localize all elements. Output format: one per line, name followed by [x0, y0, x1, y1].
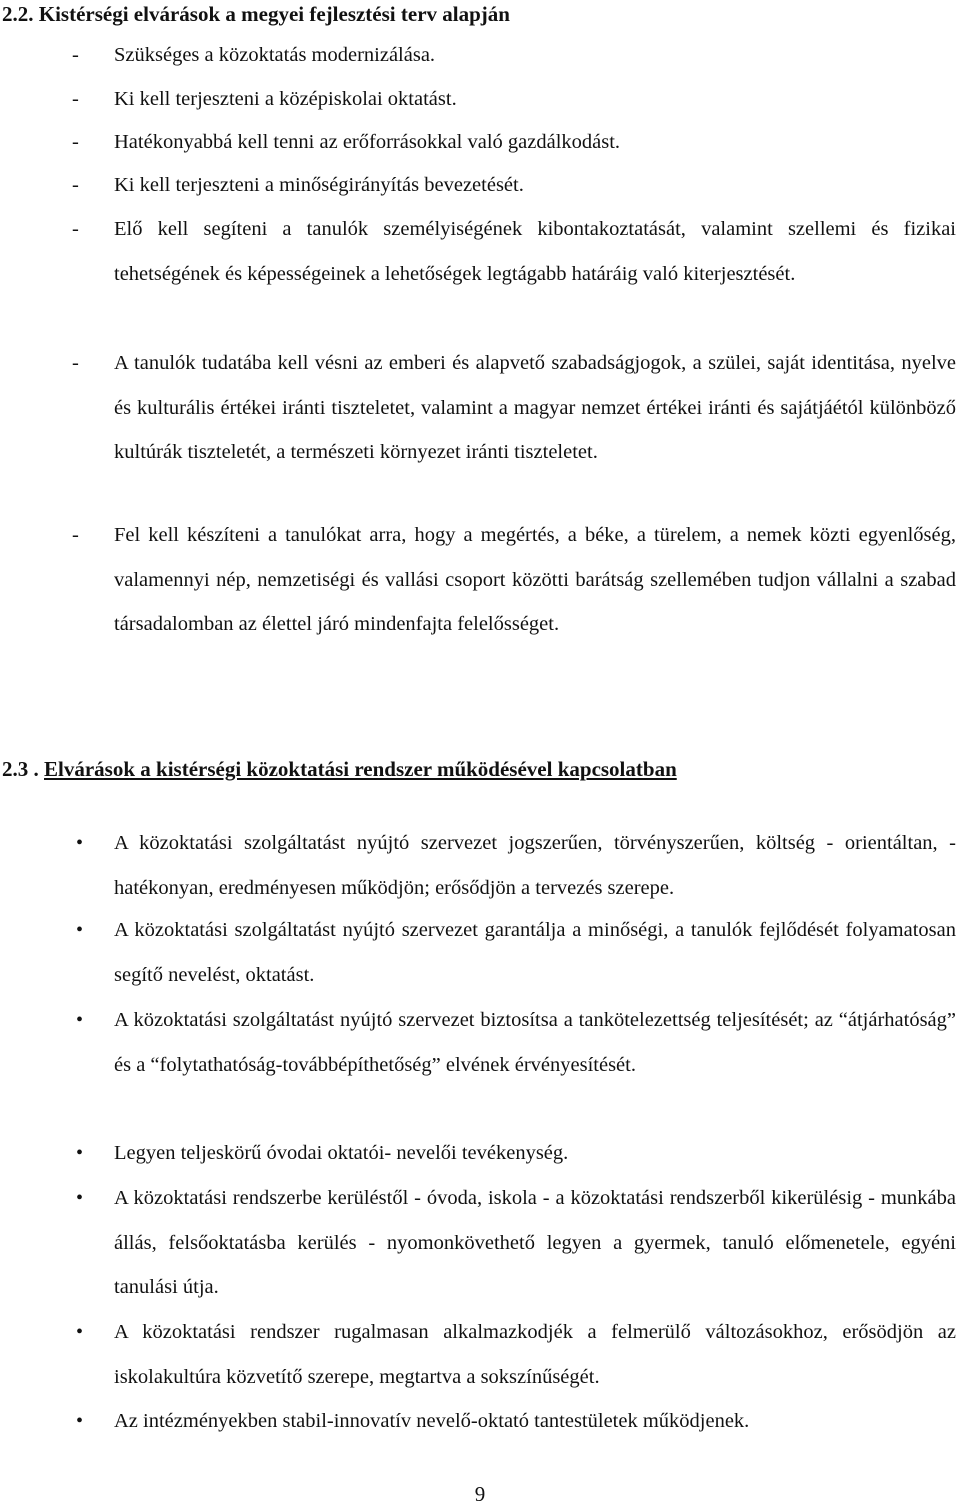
list-item — [72, 1310, 956, 1399]
dash-marker: - — [72, 44, 79, 66]
list-item-text: A közoktatási rendszerbe kerüléstől - óvoda, iskola - a közoktatási rendszerből kikerülésig - munkába állás, felsőoktatásba kerülés - nyomonkövethető legyen a gyermek, tanuló előmenetele, egyéni tanulási útja. — [114, 1187, 956, 1298]
list-item-text: Ki kell terjeszteni a középiskolai oktatást. — [114, 88, 457, 110]
dash-marker: - — [72, 131, 79, 153]
bullet-marker: • — [76, 1410, 84, 1432]
bullet-marker: • — [76, 832, 84, 854]
bullet-marker: • — [76, 1142, 84, 1164]
bullet-marker: • — [76, 1009, 84, 1031]
bullet-marker: • — [76, 1187, 84, 1209]
list-item — [72, 77, 956, 122]
list-item — [72, 908, 956, 997]
list-item — [72, 341, 956, 475]
list-item — [72, 120, 956, 165]
list-item — [72, 998, 956, 1087]
list-item-text: Hatékonyabbá kell tenni az erőforrásokkal való gazdálkodást. — [114, 131, 621, 153]
dash-marker: - — [72, 218, 79, 240]
list-item-text: Szükséges a közoktatás modernizálása. — [114, 44, 436, 66]
bullet-marker: • — [76, 1321, 84, 1343]
list-item — [72, 821, 956, 910]
dash-marker: - — [72, 88, 79, 110]
dash-marker: - — [72, 352, 79, 374]
dash-marker: - — [72, 524, 79, 546]
page-number: 9 — [474, 1482, 486, 1506]
list-item-text: Az intézményekben stabil-innovatív nevelő-oktató tantestületek működjenek. — [114, 1410, 750, 1432]
list-item — [72, 33, 956, 78]
list-item-text: A közoktatási szolgáltatást nyújtó szervezet garantálja a minőségi, a tanulók fejlődését folyamatosan segítő nevelést, oktatást. — [114, 919, 956, 986]
list-item-text: A tanulók tudatába kell vésni az emberi és alapvető szabadságjogok, a szülei, saját identitása, nyelve és kulturális értékei iránti tiszteletet, valamint a magyar nemzet értékei iránti és sajátjáétól különböző kultúrák tiszteletét, a természeti környezet iránti tiszteletet. — [114, 352, 956, 463]
list-item-text: Ki kell terjeszteni a minőségirányítás bevezetését. — [114, 174, 524, 196]
list-item-text: Elő kell segíteni a tanulók személyiségének kibontakoztatását, valamint szellemi és fizikai tehetségének és képességeinek a lehetőségek legtágabb határáig való kiterjesztését. — [114, 218, 956, 285]
list-item — [72, 1399, 956, 1444]
section-heading-2-3 — [2, 757, 677, 782]
bullet-marker: • — [76, 919, 84, 941]
section-title: Elvárások a kistérségi közoktatási rendszer működésével kapcsolatban — [44, 757, 677, 781]
dash-marker: - — [72, 174, 79, 196]
list-item — [72, 207, 956, 296]
list-item — [72, 513, 956, 647]
section-heading-2-2: 2.2. Kistérségi elvárások a megyei fejlesztési terv alapján — [2, 2, 510, 26]
list-item — [72, 1131, 956, 1176]
list-item-text: A közoktatási szolgáltatást nyújtó szervezet jogszerűen, törvényszerűen, költség - orientáltan, -hatékonyan, eredményesen működjön; erősődjön a tervezés szerepe. — [114, 832, 956, 899]
list-item-text: Fel kell készíteni a tanulókat arra, hogy a megértés, a béke, a türelem, a nemek közti egyenlőség, valamennyi nép, nemzetiségi és vallási csoport közötti barátság szellemében tudjon vállalni a szabad társadalomban az élettel járó mindenfajta felelősséget. — [114, 524, 956, 635]
list-item — [72, 1176, 956, 1310]
list-item — [72, 163, 956, 208]
list-item-text: A közoktatási rendszer rugalmasan alkalmazkodjék a felmerülő változásokhoz, erősödjön az iskolakultúra közvetítő szerepe, megtartva a sokszínűségét. — [114, 1321, 956, 1388]
list-item-text: Legyen teljeskörű óvodai oktatói- nevelői tevékenység. — [114, 1142, 569, 1164]
section-number: 2.3 . — [2, 757, 39, 781]
list-item-text: A közoktatási szolgáltatást nyújtó szervezet biztosítsa a tankötelezettség teljesítését; az “átjárhatóság” és a “folytathatóság-továbbépíthetőség” elvének érvényesítését. — [114, 1009, 956, 1076]
